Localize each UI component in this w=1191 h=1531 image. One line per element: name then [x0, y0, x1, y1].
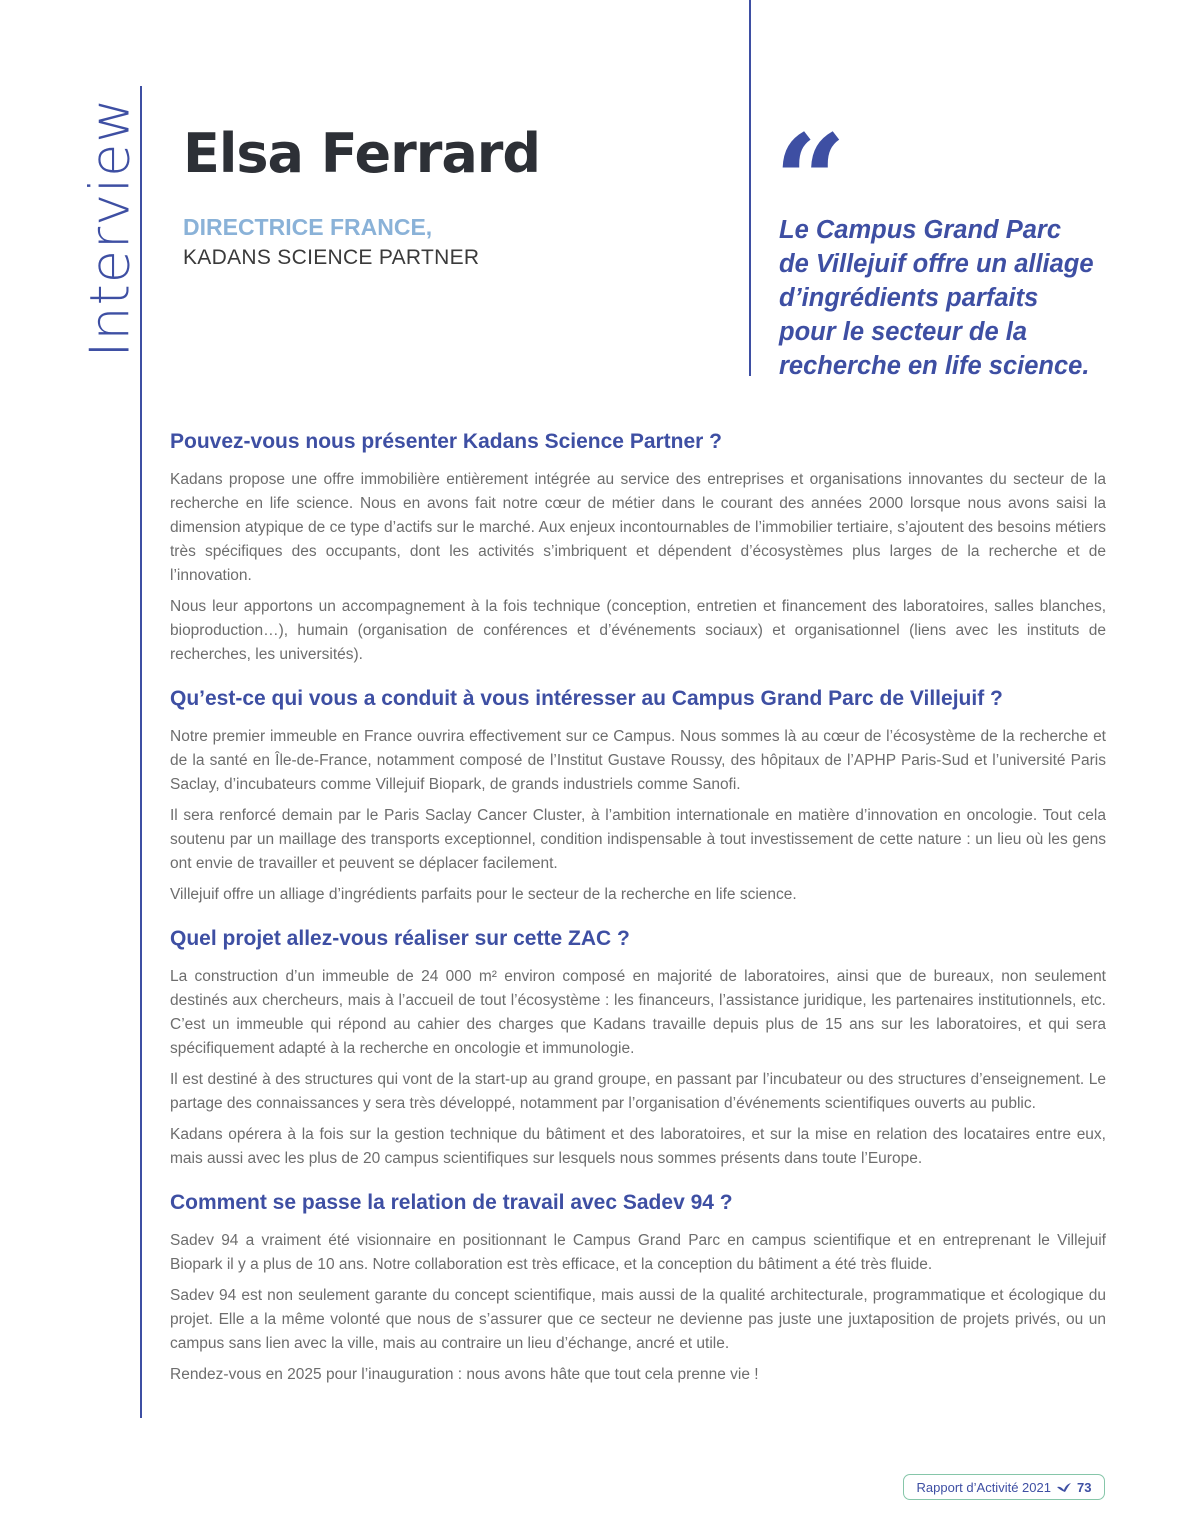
page-footer-badge — [903, 1474, 1105, 1500]
interviewee-company: KADANS SCIENCE PARTNER — [183, 246, 480, 269]
interview-answer: Kadans propose une offre immobilière entièrement intégrée au service des entreprises et organisations innovantes du secteur de la recherche en life science. Nous en avons fait notre cœur de métier dans le courant des années 2000 lorsque nous avons saisi la dimension atypique de ce type d’actifs sur le marché. Aux enjeux incontournables de l’immobilier tertiaire, s’ajoutent des besoins métiers très spécifiques des occupants, dont les activités s’imbriquent et dépendent d’écosystèmes plus larges de la recherche et de l’innovation. — [170, 471, 1106, 584]
pull-quote-line: Le Campus Grand Parc — [779, 216, 1062, 244]
interview-section — [170, 927, 1106, 1171]
quote-vertical-rule — [749, 0, 751, 376]
bird-icon — [1056, 1481, 1072, 1493]
interview-section — [170, 687, 1106, 907]
interview-answer: Kadans opérera à la fois sur la gestion technique du bâtiment et des laboratoires, et sur la mise en relation des locataires entre eux, mais aussi avec les plus de 20 campus scientifiques sur lesquels nous sommes présents dans toute l’Europe. — [170, 1126, 1106, 1167]
interview-section — [170, 430, 1106, 667]
interview-answer: Rendez-vous en 2025 pour l’inauguration : nous avons hâte que tout cela prenne vie ! — [170, 1366, 759, 1383]
side-label-text: Interview — [78, 97, 142, 358]
pull-quote-line: d’ingrédients parfaits — [779, 284, 1039, 312]
interview-question: Pouvez-vous nous présenter Kadans Science Partner ? — [170, 430, 723, 453]
pull-quote-line: pour le secteur de la — [779, 318, 1028, 346]
interviewee-name: Elsa Ferrard — [183, 122, 541, 185]
interview-answer: La construction d’un immeuble de 24 000 m² environ composé en majorité de laboratoires, ainsi que de bureaux, non seulement destinés aux chercheurs, mais à l’accueil de tout l’écosystème : les financeurs, l’assistance juridique, les partenaires institutionnels, etc. C’est un immeuble qui répond au cahier des charges que Kadans travaille depuis plus de 15 ans sur les laboratoires, et qui sera spécifiquement adapté à la recherche en oncologie et immunologie. — [170, 968, 1106, 1057]
interview-answer: Villejuif offre un alliage d’ingrédients parfaits pour le secteur de la recherche en life science. — [170, 886, 797, 903]
interview-section — [170, 1191, 1106, 1387]
interview-answer: Notre premier immeuble en France ouvrira effectivement sur ce Campus. Nous sommes là au cœur de l’écosystème de la recherche et de la santé en Île-de-France, notamment composé de l’Institut Gustave Roussy, des hôpitaux de l’APHP Paris-Sud et l’université Paris Saclay, d’incubateurs comme Villejuif Biopark, de grands industriels comme Sanofi. — [170, 728, 1106, 793]
quote-mark-icon: “ — [774, 107, 847, 255]
interview-answer: Sadev 94 a vraiment été visionnaire en positionnant le Campus Grand Parc en campus scientifique et en entreprenant le Villejuif Biopark il y a plus de 10 ans. Notre collaboration est très efficace, et la conception du bâtiment a été très fluide. — [170, 1232, 1106, 1273]
page-number: 73 — [1076, 1479, 1092, 1495]
interview-answer: Sadev 94 est non seulement garante du concept scientifique, mais aussi de la qualité architecturale, programmatique et écologique du projet. Elle a la même volonté que nous de s’assurer que ce secteur ne devienne pas juste une juxtaposition de projets privés, ou un campus sans lien avec la ville, mais au contraire un lieu d’échange, ancré et utile. — [170, 1287, 1106, 1352]
pull-quote — [779, 213, 1139, 383]
interview-question: Quel projet allez-vous réaliser sur cette ZAC ? — [170, 927, 630, 950]
interview-answer: Nous leur apportons un accompagnement à la fois technique (conception, entretien et financement des laboratoires, salles blanches, bioproduction…), humain (organisation de conférences et d’événements sociaux) et organisationnel (liens avec les instituts de recherches, les universités). — [170, 598, 1106, 663]
footer-report-label: Rapport d’Activité 2021 — [916, 1479, 1051, 1495]
interview-answer: Il est destiné à des structures qui vont de la start-up au grand groupe, en passant par l’incubateur ou des structures d’enseignement. Le partage des connaissances y sera très développé, notamment par l’organisation d’événements scientifiques ouverts au public. — [170, 1071, 1106, 1112]
interview-answer: Il sera renforcé demain par le Paris Saclay Cancer Cluster, à l’ambition internationale en matière d’innovation en oncologie. Tout cela soutenu par un maillage des transports exceptionnel, condition indispensable à tout investissement de cette nature : un lieu où les gens ont envie de travailler et peuvent se déplacer facilement. — [170, 807, 1106, 872]
pull-quote-line: recherche en life science. — [779, 352, 1090, 380]
interview-question: Qu’est-ce qui vous a conduit à vous intéresser au Campus Grand Parc de Villejuif ? — [170, 687, 1003, 710]
pull-quote-line: de Villejuif offre un alliage — [779, 250, 1094, 278]
side-label — [78, 90, 142, 365]
interview-question: Comment se passe la relation de travail avec Sadev 94 ? — [170, 1191, 733, 1214]
interviewee-role: DIRECTRICE FRANCE, — [183, 214, 433, 240]
interview-body — [170, 430, 1106, 1407]
